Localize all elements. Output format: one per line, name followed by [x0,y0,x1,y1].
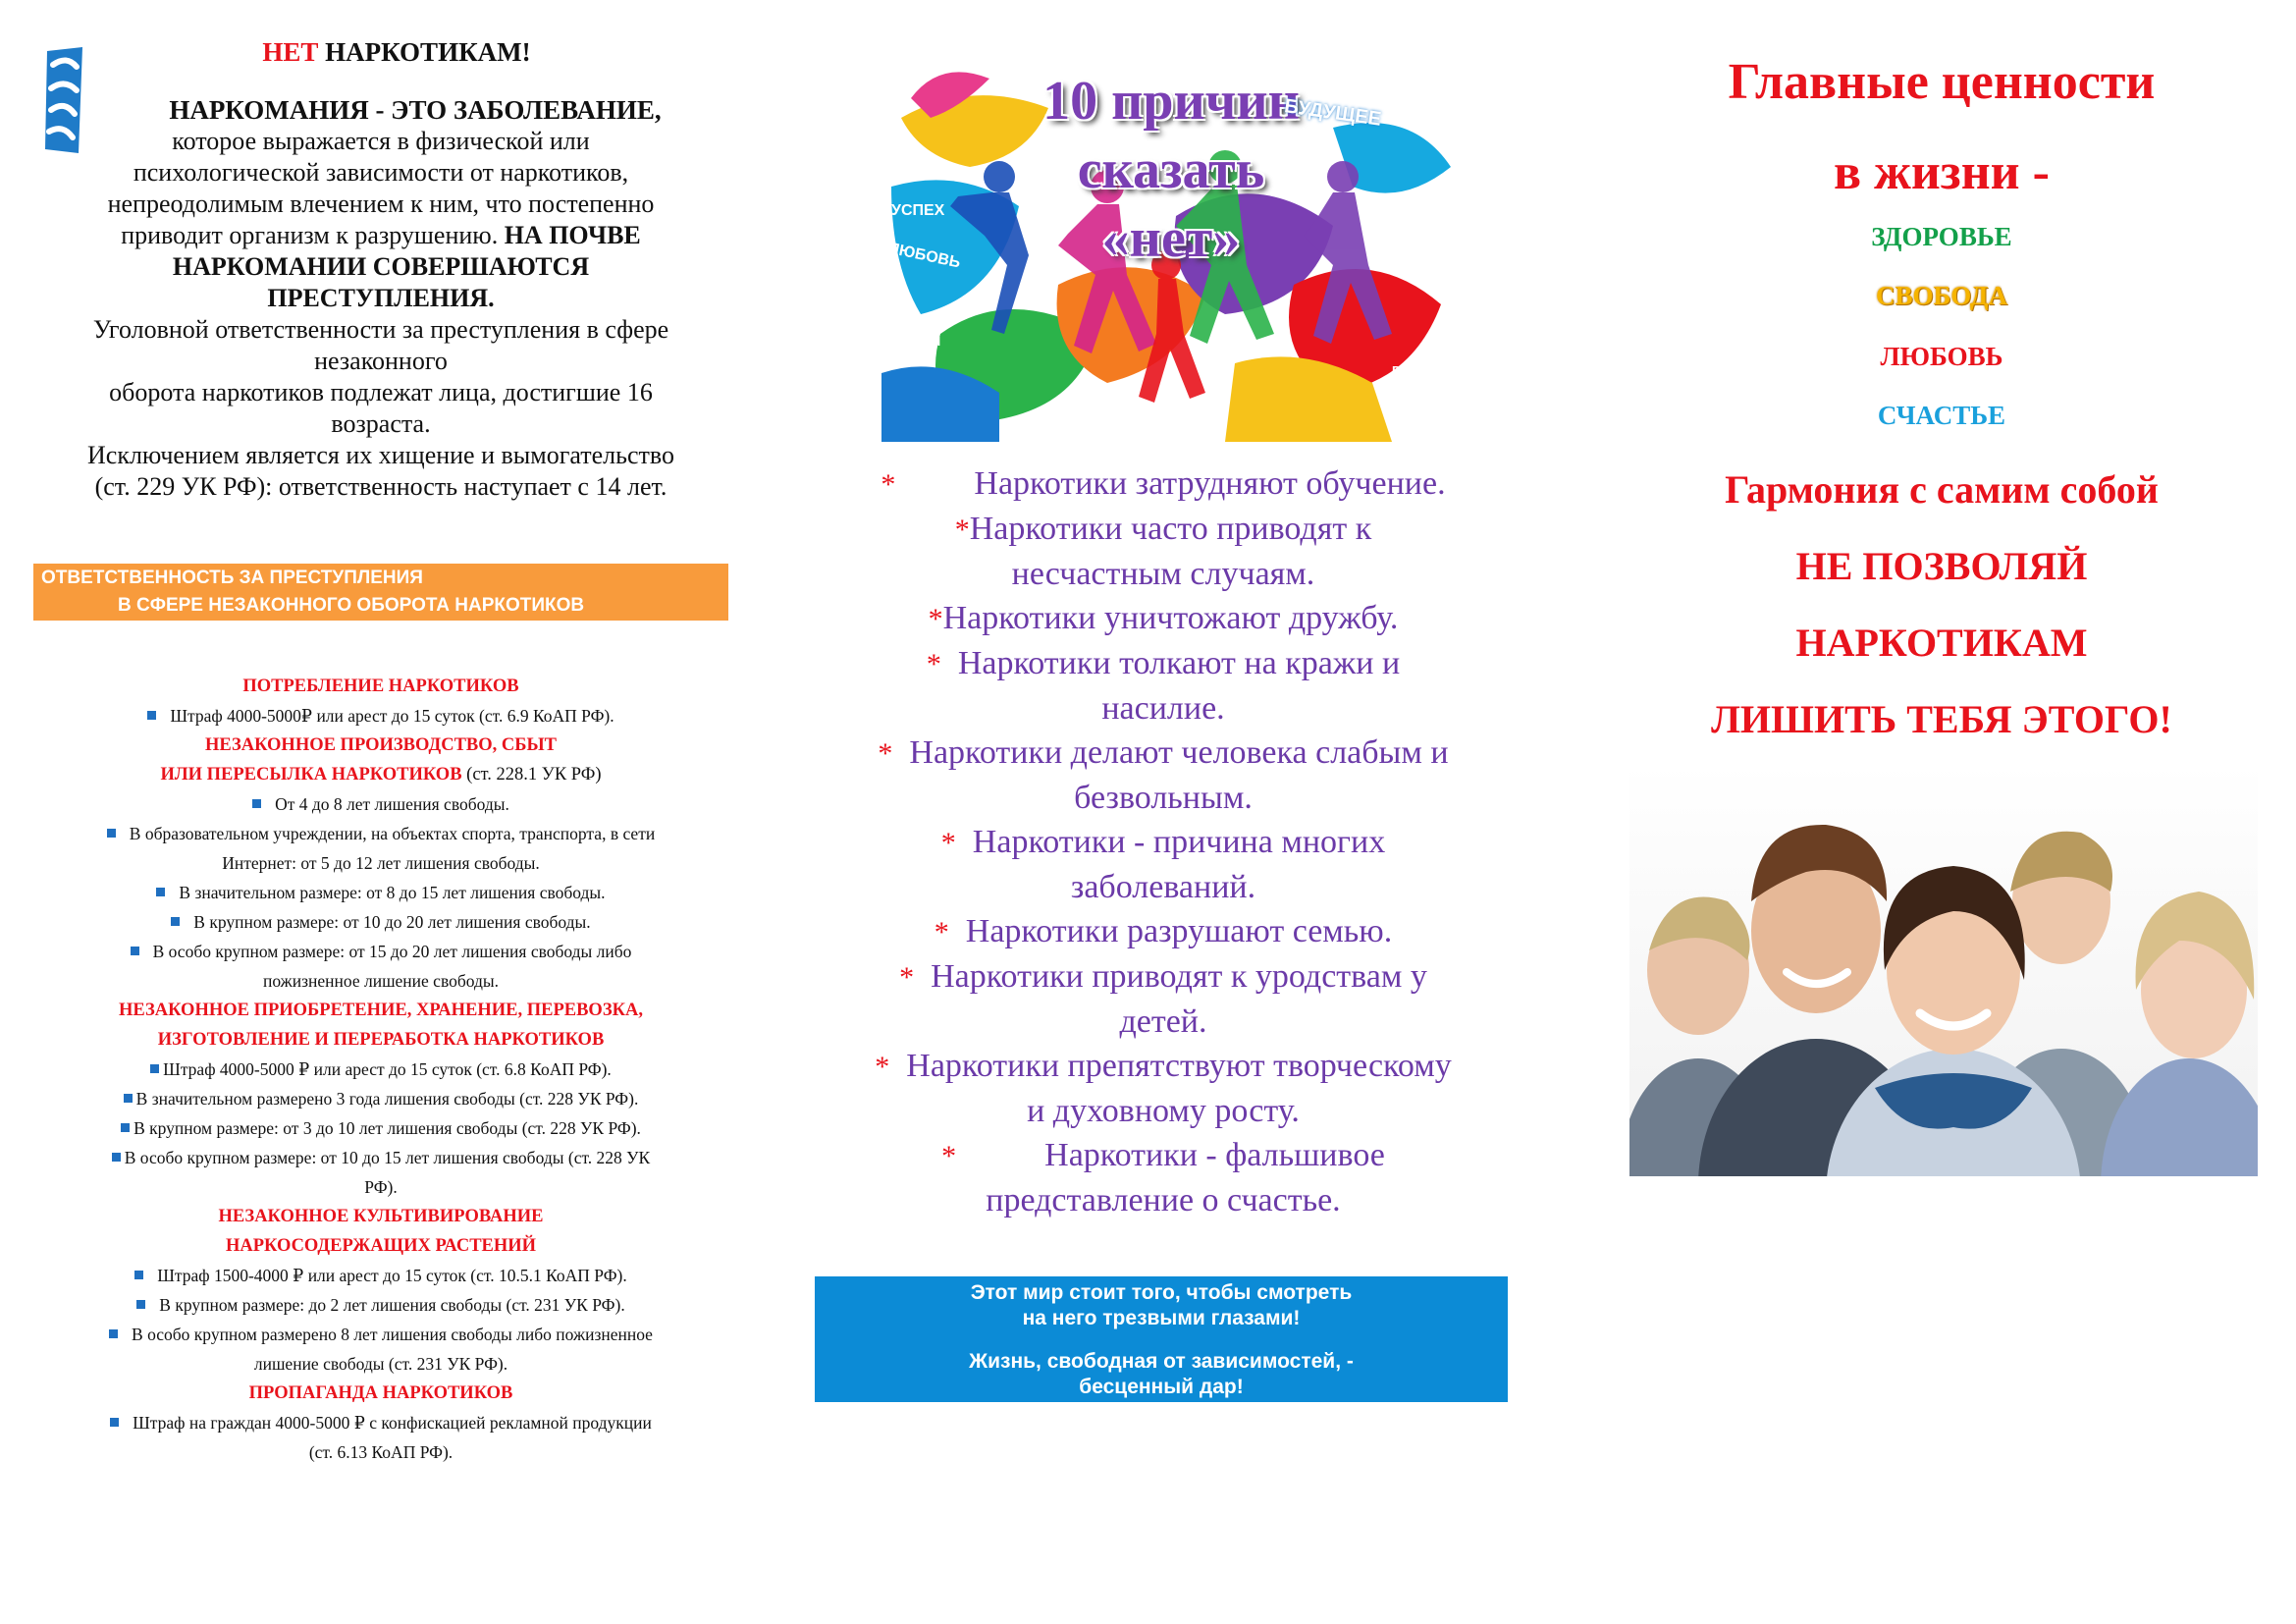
liability-line: Исключением является их хищение и вымогательство [87,441,674,469]
reason-item: * Наркотики разрушают семью. [934,913,1393,949]
title-line: в жизни - [1834,144,2050,200]
bullet-icon [150,1064,159,1073]
poster-word: УСПЕХ [891,202,945,219]
no-drugs-title: НЕТ НАРКОТИКАМ! [262,37,531,67]
bullet-icon [110,1418,119,1427]
list-item: В образовательном учреждении, на объектах спорта, транспорта, в сети [33,819,728,848]
bullet-icon [252,799,261,808]
smiling-teens-illustration [1629,764,2258,1176]
reason-item: * Наркотики препятствуют творческому [875,1048,1452,1084]
list-item: В крупном размере: от 3 до 10 лет лишения свободы (ст. 228 УК РФ). [33,1113,728,1143]
reason-item: * Наркотики делают человека слабым и [878,734,1449,771]
liability-line: Уголовной ответственности за преступления в сфере [92,315,669,344]
reason-item-cont: несчастным случаям. [1011,556,1315,592]
banner-line: Этот мир стоит того, чтобы смотреть [970,1281,1353,1304]
value-freedom: СВОБОДА [1876,281,2007,310]
reason-item-cont: детей. [1119,1003,1207,1040]
liability-line: оборота наркотиков подлежат лица, достигшие 16 [109,378,653,406]
penalties-list [33,672,728,1467]
banner-line: на него трезвыми глазами! [1022,1307,1301,1329]
list-item-cont: (ст. 6.13 КоАП РФ). [308,1442,454,1462]
slogan-line: ЛИШИТЬ ТЕБЯ ЭТОГО! [1711,697,2172,741]
list-item: Штраф 1500-4000 ₽ или арест до 15 суток (ст. 10.5.1 КоАП РФ). [33,1261,728,1290]
reason-item-cont: безвольным. [1074,780,1253,816]
banner-line: В СФЕРЕ НЕЗАКОННОГО ОБОРОТА НАРКОТИКОВ [118,595,585,616]
bullet-icon [131,947,139,955]
bullet-icon [136,1300,145,1309]
value-happiness: СЧАСТЬЕ [1877,401,2006,430]
list-item-cont: Интернет: от 5 до 12 лет лишения свободы. [222,853,540,873]
intro-line: которое выражается в физической или [172,127,590,155]
bullet-icon [147,711,156,720]
list-item: В особо крупном размерено 8 лет лишения свободы либо пожизненное [33,1320,728,1349]
poster-line: 10 причин [1042,71,1300,132]
bullet-icon [109,1329,118,1338]
banner-line: Жизнь, свободная от зависимостей, - [969,1350,1354,1373]
bullet-icon [156,888,165,896]
reason-item: *Наркотики уничтожают дружбу. [928,600,1399,636]
poster-line: сказать [1077,139,1265,200]
section-heading: ИЗГОТОВЛЕНИЕ И ПЕРЕРАБОТКА НАРКОТИКОВ [157,1030,605,1050]
list-item: В крупном размере: до 2 лет лишения свободы (ст. 231 УК РФ). [33,1290,728,1320]
liability-banner [33,564,728,621]
slogan-line: Гармония с самим собой [1725,467,2159,512]
section-heading: ИЛИ ПЕРЕСЫЛКА НАРКОТИКОВ (ст. 228.1 УК РФ) [160,765,602,785]
reasons-list [815,461,1512,1222]
section-heading: НЕЗАКОННОЕ ПРОИЗВОДСТВО, СБЫТ [205,735,557,755]
section-heading: ПОТРЕБЛЕНИЕ НАРКОТИКОВ [242,677,519,696]
reason-item: * Наркотики приводят к уродствам у [899,958,1427,995]
poster-word: БУДУЩЕЕ [1283,95,1383,131]
liability-line: возраста. [331,409,431,438]
sober-life-banner [815,1276,1508,1402]
title-line: Главные ценности [1728,54,2156,110]
list-item: Штраф на граждан 4000-5000 ₽ с конфискацией рекламной продукции [33,1408,728,1437]
poster-word: ЛЮБОВЬ [886,240,962,272]
reason-item: * Наркотики затрудняют обучение. [881,465,1446,502]
bullet-icon [124,1094,133,1103]
value-love: ЛЮБОВЬ [1880,342,2003,371]
banner-line: бесценный дар! [1079,1376,1244,1398]
reason-item-cont: насилие. [1101,690,1225,727]
bullet-icon [112,1153,121,1162]
addiction-intro [33,94,728,503]
reason-item: * Наркотики толкают на кражи и [926,645,1401,681]
reason-item: *Наркотики часто приводят к [954,511,1372,547]
poster-word: ДРУЗЬЯ [889,334,941,349]
section-heading: НЕЗАКОННОЕ КУЛЬТИВИРОВАНИЕ [218,1207,544,1226]
liability-line: (ст. 229 УК РФ): ответственность наступает с 14 лет. [94,472,667,501]
list-item: Штраф 4000-5000 ₽ или арест до 15 суток (ст. 6.8 КоАП РФ). [33,1055,728,1084]
list-item: В крупном размере: от 10 до 20 лет лишения свободы. [33,907,728,937]
section-heading: НЕЗАКОННОЕ ПРИОБРЕТЕНИЕ, ХРАНЕНИЕ, ПЕРЕВОЗКА, [119,1001,643,1020]
slogan-line: НЕ ПОЗВОЛЯЙ [1795,544,2088,588]
main-values-title [1629,37,2254,218]
poster-word: РАДОСТЬ [1392,363,1455,378]
list-item-cont: пожизненное лишение свободы. [262,971,500,991]
intro-line: непреодолимым влечением к ним, что постепенно [107,189,655,218]
reason-item-cont: заболеваний. [1070,869,1256,905]
list-item: В значительном размере: от 8 до 15 лет лишения свободы. [33,878,728,907]
list-item: В значительном размерено 3 года лишения свободы (ст. 228 УК РФ). [33,1084,728,1113]
intro-line: приводит организм к разрушению. НА ПОЧВЕ [121,221,641,249]
value-health: ЗДОРОВЬЕ [1871,222,2012,251]
poster-line: «нет» [1101,208,1241,269]
intro-bold-line: НАРКОМАНИИ СОВЕРШАЮТСЯ [172,252,590,281]
section-heading: ПРОПАГАНДА НАРКОТИКОВ [248,1383,513,1403]
reason-item-cont: и духовному росту. [1027,1093,1300,1129]
banner-line: ОТВЕТСТВЕННОСТЬ ЗА ПРЕСТУПЛЕНИЯ [41,568,423,588]
reason-item: * Наркотики - причина многих [940,824,1386,860]
reason-item: * Наркотики - фальшивое [941,1137,1385,1173]
list-item: Штраф 4000-5000₽ или арест до 15 суток (ст. 6.9 КоАП РФ). [33,701,728,731]
slogan-line: НАРКОТИКАМ [1795,621,2088,665]
section-heading: НАРКОСОДЕРЖАЩИХ РАСТЕНИЙ [225,1236,537,1256]
intro-bold-line: ПРЕСТУПЛЕНИЯ. [267,284,495,312]
intro-line: психологической зависимости от наркотиков, [133,158,629,187]
bullet-icon [134,1271,143,1279]
list-item: В особо крупном размере: от 10 до 15 лет лишения свободы (ст. 228 УК [33,1143,728,1172]
teenagers-photo [1629,764,2258,1176]
list-item-cont: лишение свободы (ст. 231 УК РФ). [253,1354,508,1374]
reason-item-cont: представление о счастье. [986,1182,1341,1218]
dont-let-drugs-slogan [1629,452,2254,758]
list-item-cont: РФ). [364,1177,398,1197]
intro-heading: НАРКОМАНИЯ - ЭТО ЗАБОЛЕВАНИЕ, [169,95,662,125]
bullet-icon [121,1123,130,1132]
liability-line: незаконного [314,347,448,375]
list-item: От 4 до 8 лет лишения свободы. [33,789,728,819]
bullet-icon [171,917,180,926]
ten-reasons-poster [881,39,1461,442]
list-item: В особо крупном размере: от 15 до 20 лет лишения свободы либо [33,937,728,966]
bullet-icon [107,829,116,838]
